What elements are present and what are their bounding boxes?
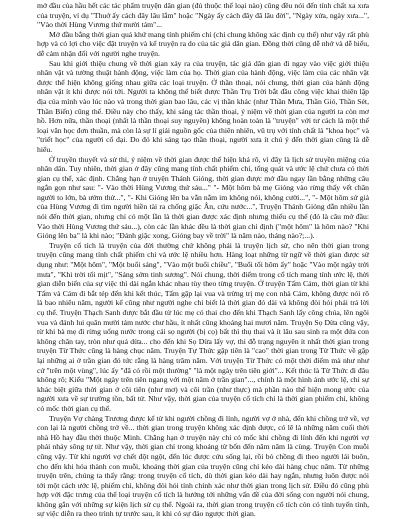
body-text bbox=[37, 1, 369, 519]
paragraph-1: mở đầu của hầu hết các tác phẩm truyện dân gian (đủ thuộc thể loại nào) cũng đều nói đến tính chất xa xưa của truyện, ví dụ "Thuở ấy cách đây lâu lắm" hoặc "Ngày ấy cách đây đã lâu đời", "Ngày xửa, ngày xưa...", "Vào thời Hùng Vương thứ mười tám"... bbox=[37, 1, 369, 30]
paragraph-4: Ở truyền thuyết và sử thi, ý niệm về thời gian được thể hiện khá rõ, vì đây là lịch sử truyền miệng của nhân dân. Tuy nhiên, thời gian ở đây cũng mang tính chất phiếm chỉ, tổng quát và ước lệ chứ chưa có thời gian cụ thể, xác định. Chẳng hạn ở truyện Thánh Gióng, thời gian được mở đầu ngay lần bằng những câu ngắn gọn như sau: "- Vào thời Hùng Vương thứ sáu..." "- Một hôm bà mẹ Gióng vào rừng thấy vết chân người to lớn, bà ướm thử...", "- Khi Gióng lên ba vẫn nằm im không nói, không cười...", "- Một hôm sứ giả của Hùng Vương đi tìm người hiền tài ra chống giặc Ân, cứu nước...", Truyện Thánh Gióng dẫn nhiều lần nói đến thời gian, nhưng chỉ có một lần là thời gian được xác định nhưng thiếu cụ thể (đó là câu mở đầu: Vào thời Hùng Vương thứ sáu...), còn các lần khác đều là thời gian chỉ định ("một hôm" là hôm nào? "Khi Gióng lên ba" là khi nào; "Đánh giặc xong, Gióng bay về trời" là năm nào, tháng nào?;...). bbox=[37, 154, 369, 241]
paragraph-3: Sau khi giới thiệu chung về thời gian xảy ra của truyện, tác giả dân gian đi ngay vào việc giới thiệu nhân vật và tường thuật hành động, việc làm của họ. Thời gian của hành động, việc làm của các nhân vật được thể hiện không giống nhau giữa các loại truyện. Ở thần thoại, nói chung, thời gian của hành động nhân vật ít khi được nói tới. Người ta không thể biết được Thần Trụ Trời bắt đầu công việc khai thiên lập địa của mình vào lúc nào và trong thời gian bao lâu, các vị thần khác (như Thần Mưa, Thần Gió, Thần Sét, Thần Biển) cũng thế. Điều này cho thấy, khi sáng tác thần thoại, ý niệm về thời gian của người ta còn mơ hồ. Hơn nữa, thần thoại (nhất là thần thoại suy nguyên) không hoàn toàn là "truyện" với tư cách là một thể loại văn học đơn thuần, mà còn là sự lí giải nguồn gốc của thiên nhiên, vũ trụ với tính chất là "khoa học" và "triết học" của người cổ đại. Do đó khi sáng tạo thần thoại, người xưa ít chú ý đến thời gian cũng là dễ hiểu. bbox=[37, 58, 369, 154]
paragraph-2: Mở đầu bằng thời gian quá khứ mang tính phiếm chỉ (chỉ chung không xác định cụ thể) như vậy rất phù hợp và có lợi cho việc đặt truyện và kể truyện ra do của tác giả dân gian. Đồng thời cũng dễ nhớ và dễ hiểu, dễ cảm nhận đối với người nghe truyện. bbox=[37, 29, 369, 58]
paragraph-5: Truyện cổ tích là truyện của đời thường chứ không phải là truyện lịch sử, cho nên thời gian trong truyện cũng mang tính chất phiếm chỉ và ước lệ nhiều hơn. Hàng loạt những từ ngữ về thời gian được sử dụng như: "Một hôm", "Một buổi sáng", "Vào một buổi chiều", "Buổi tối hôm ấy" hoặc "Vào một ngày trời mưa", "Khi trời tối mịt", "Sáng sớm tinh sương". Nói chung, thời điểm trong cổ tích mang tính ước lệ, thời gian diễn biến của sự việc thì dài ngắn khác nhau tùy theo từng truyện. Ở truyện Tấm Cám, thời gian từ khi Tấm và Cám đi bắt tép đến khi kết thúc, Tấm gặp lại vua và trừng trị mẹ con nhà Cám, không được nói rõ là bao nhiêu năm, người kể cũng như người nghe chỉ biết là thời gian đó dài và không đòi hỏi phải trả lời cụ thể. Truyện Thạch Sanh được bắt đầu từ lúc mẹ có thai cho đến khi Thạch Sanh lấy công chúa, lên ngôi vua và đánh lui quân mười tám nước chư hầu, ít nhất cũng khoảng hai mươi năm. Truyện Sọ Dừa cũng vậy, từ khi bà mẹ đi rừng uống nước trong cái sọ người (bị cọ) bất thì thụ thai và ít lâu sau sinh ra một đứa con không chân tay, tròn như quả dừa... cho đến khi Sọ Dừa lấy vợ, thi đỗ trạng nguyên ít nhất thời gian trong truyện Từ Thức cũng là hàng chục năm. Truyện Tự Thức gặp tiên là "cao" thời gian trong Từ Thức về gặp lại những ai ở trần gian đó tức rằng là hàng trăm năm. Với truyện Từ Thức có một thời điểm mà như như cứ "trên một vùng", lúc ấy "đã có rồi một thường" "là một ngày trên tiên giới"... Kết thúc là Từ Thức đi đâu không rõ; Kiểu "Một ngày trên tiên ngang với một năm ở trần gian"..., chính là một hình ảnh ước lệ, chỉ sự khác biệt giữa thời gian ở cõi tiên (như mơ) và cõi trần (như thực) mà phần nào thể hiện mong ước của người xưa về sự trường tồn, bất tử. Như vậy, thời gian của truyện cổ tích chỉ là thời gian phiếm chỉ, không có mốc thời gian cụ thể. bbox=[37, 240, 369, 413]
paragraph-6: Truyện Vợ chàng Trương được kể từ khi người chồng đi lính, người vợ ở nhà, đến khi chồng trở về, vợ con lại là người chồng trở về... thời gian trong truyện không xác định được, có lẽ là những năm cuối thời nhà Hồ hay đầu thời thuộc Minh. Chẳng hạn ở truyện này chỉ có mốc khi chồng đi lính đến khi người vợ phải nhảy sông tự tử. Như vậy, thời gian chỉ trong khoảng từ bốn đến năm năm là cùng. Truyện Con muỗi cũng vậy. Từ khi người vợ chết đột ngột, đến lúc được cứu sống lại, rồi bỏ chồng đi theo người lái buôn, cho đến khi hóa thành con muỗi, khoảng thời gian của truyện cũng chỉ kéo dài hàng chục năm. Từ những truyện trên, chúng ta thấy rằng: trong truyện cổ tích, dù thời gian kéo dài hay ngắn, nhưng luôn được nói tới một cách ước lệ, phiếm chỉ, không đòi hỏi tính chính xác như thời gian trong lịch sử. Điều đó cũng phù hợp với đặc trưng của thể loại truyện cổ tích là hướng tới những vấn đề của đời sống con người nói chung, không gắn với những sự kiện lịch sử cụ thể. Ngoài ra, thời gian trong truyện cổ tích còn có tính tuyến tính, sự việc diễn ra theo trình tự trước sau, ít khi có sự đảo ngược thời gian. bbox=[37, 413, 369, 519]
